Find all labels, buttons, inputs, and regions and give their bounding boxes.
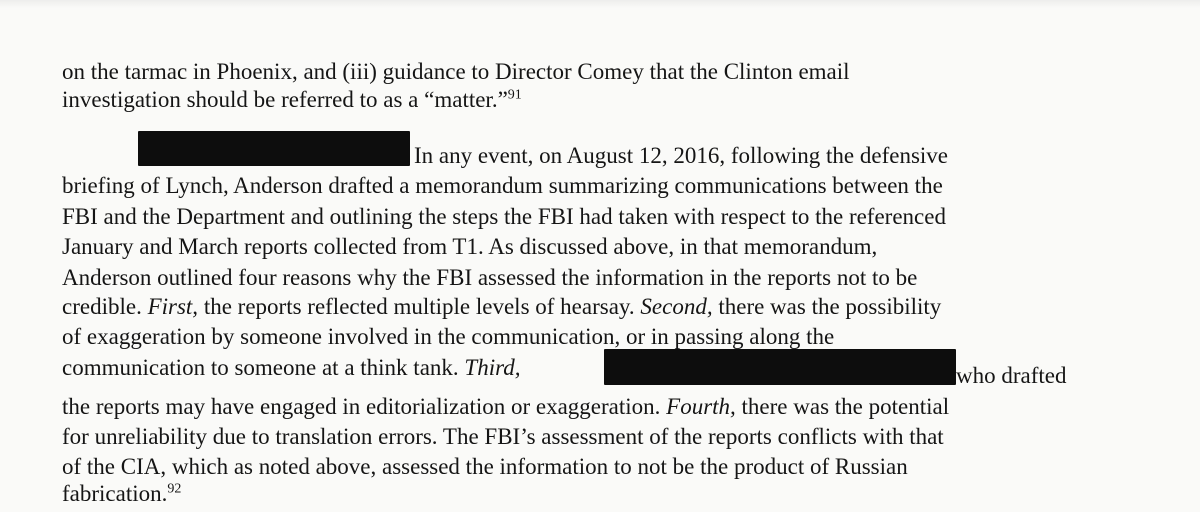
p2-line-6-c: the reports reflected multiple levels of hearsay. [198, 294, 641, 319]
p2-line-10-text: for unreliability due to translation errors. The FBI’s assessment of the reports conflicts with that [62, 424, 944, 449]
p2-line-1 [414, 142, 948, 169]
footnote-92[interactable]: 92 [167, 481, 182, 497]
p2-line-8-c: who drafted [956, 363, 1067, 388]
p2-line-3 [62, 203, 946, 230]
redaction-block-1 [138, 131, 410, 166]
p2-line-7-text: of exaggeration by someone involved in the communication, or in passing along the [62, 324, 835, 349]
p2-line-6-a: credible. [62, 294, 148, 319]
p2-line-9-a: the reports may have engaged in editorialization or exaggeration. [62, 394, 667, 419]
p2-line-5 [62, 264, 917, 291]
scan-edge [0, 0, 1200, 8]
p1-line-1-text: on the tarmac in Phoenix, and (iii) guidance to Director Comey that the Clinton email [62, 59, 850, 84]
p2-line-2-text: briefing of Lynch, Anderson drafted a memorandum summarizing communications between the [62, 173, 943, 198]
p2-line-4-text: January and March reports collected from T1. As discussed above, in that memorandum, [62, 234, 878, 259]
p2-line-6-second: Second, [640, 294, 713, 319]
p2-line-12-text: fabrication. [62, 481, 168, 506]
p2-line-2 [62, 172, 943, 199]
p1-line-1 [62, 58, 850, 85]
p2-line-6 [62, 293, 941, 320]
p2-line-7 [62, 323, 834, 350]
p2-line-11 [62, 453, 908, 480]
p2-line-8-tail [956, 362, 1067, 389]
p2-line-9-fourth: Fourth, [666, 394, 736, 419]
p2-line-1-text: In any event, on August 12, 2016, following the defensive [414, 143, 949, 168]
p1-line-2 [62, 86, 522, 113]
p2-line-8-third: Third, [464, 355, 521, 380]
p2-line-10 [62, 423, 944, 450]
p2-line-9 [62, 393, 949, 420]
p2-line-11-text: of the CIA, which as noted above, assessed the information to not be the product of Russian [62, 454, 908, 479]
p2-line-12 [62, 480, 181, 507]
p2-line-8 [62, 354, 520, 381]
p2-line-5-text: Anderson outlined four reasons why the FBI assessed the information in the reports not to be [62, 265, 918, 290]
redaction-block-2 [604, 349, 956, 385]
p1-line-2-text: investigation should be referred to as a “matter.” [62, 87, 508, 112]
p2-line-3-text: FBI and the Department and outlining the steps the FBI had taken with respect to the referenced [62, 204, 946, 229]
p2-line-6-first: First, [147, 294, 199, 319]
p2-line-6-e: there was the possibility [712, 294, 942, 319]
footnote-91[interactable]: 91 [507, 87, 522, 103]
p2-line-8-a: communication to someone at a think tank. [62, 355, 465, 380]
p2-line-9-c: there was the potential [735, 394, 950, 419]
p2-line-4 [62, 233, 877, 260]
